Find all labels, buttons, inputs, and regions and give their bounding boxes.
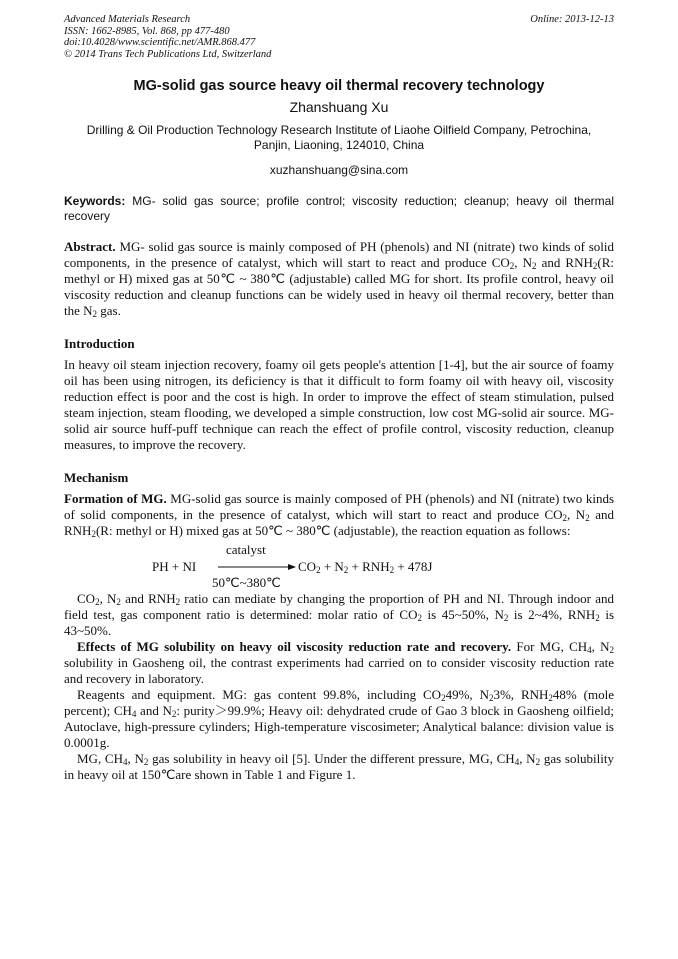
abstract <box>64 239 614 319</box>
introduction-text: In heavy oil steam injection recovery, foamy oil gets people's attention [1-4], but the air source of foamy oil has been using nitrogen, its deficiency is that it difficult to form foamy oil with heavy oil, viscosity reduction effect is poor and the cost is high. In order to improve the effect of steam stimulation, pulsed steam injection, steam flooding, we developed a simple construction, low cost MG-solid air source. MG-solid air source huff-puff technique can reach the effect of profile control, viscosity reduction, cleanup measures, to improve the recovery. <box>64 357 614 452</box>
subscript: 2 <box>116 597 121 607</box>
formation-text: (R: methyl or H) mixed gas at 50℃ ~ 380℃ (adjustable), the reaction equation as follows: <box>95 523 571 538</box>
solubility-text: , N <box>519 751 536 766</box>
effects-text: solubility in Gaosheng oil, the contrast experiments had carried on to consider viscosity reduction rate and recovery in laboratory. <box>64 655 614 686</box>
ratio-paragraph <box>64 591 614 639</box>
subscript: 2 <box>417 613 422 623</box>
paper-title: MG-solid gas source heavy oil thermal recovery technology <box>133 78 545 94</box>
subscript: 2 <box>441 693 446 703</box>
copyright-line: © 2014 Trans Tech Publications Ltd, Switzerland <box>64 48 272 60</box>
abstract-text: , N <box>514 255 532 270</box>
subscript: 2 <box>95 597 100 607</box>
reagents-text: : purity＞99.9%; Heavy oil: dehydrated crude of Gao 3 block in Gaosheng oilfield; Autoclave, high-pressure cylinders; High-temperature viscosimeter; Analytical balance: division value is 0.0001g. <box>64 703 614 750</box>
solubility-paragraph <box>64 751 614 783</box>
equation-products <box>298 559 432 575</box>
affiliation-line-1: Drilling & Oil Production Technology Research Institute of Liaohe Oilfield Company, Petrochina, <box>86 123 592 137</box>
subscript: 2 <box>535 757 541 767</box>
subscript: 2 <box>503 613 509 623</box>
equation-reactants: PH + NI <box>152 559 197 574</box>
equation-catalyst: catalyst <box>226 542 266 557</box>
subscript: 4 <box>131 709 137 719</box>
issn-line: ISSN: 1662-8985, Vol. 868, pp 477-480 <box>64 25 230 37</box>
subscript: 2 <box>548 693 553 703</box>
keywords-label: Keywords: <box>64 194 126 208</box>
ratio-text: , N <box>99 591 117 606</box>
affiliation-line-2: Panjin, Liaoning, 124010, China <box>253 138 425 152</box>
journal-header <box>64 14 614 60</box>
equation-temperature: 50℃~380℃ <box>212 575 281 590</box>
effects-text: For MG, CH <box>516 639 588 654</box>
solubility-text: gas solubility in heavy oil [5]. Under the different pressure, MG, CH <box>148 751 515 766</box>
keywords-text: MG- solid gas source; profile control; viscosity reduction; cleanup; heavy oil thermal recovery <box>64 194 614 223</box>
abstract-label: Abstract. <box>64 239 116 254</box>
journal-name: Advanced Materials Research <box>64 14 191 25</box>
effects-label: Effects of MG solubility on heavy oil viscosity reduction rate and recovery. <box>77 639 512 654</box>
subscript: 2 <box>532 261 537 271</box>
subscript: 2 <box>91 529 96 539</box>
reagents-text: 49%, N <box>445 687 489 702</box>
solubility-text: gas solubility in heavy oil at 150℃are shown in Table 1 and Figure 1. <box>64 751 615 782</box>
subscript: 4 <box>514 757 520 767</box>
reaction-equation <box>64 539 614 591</box>
paper-page <box>64 14 614 783</box>
subscript: 2 <box>316 565 321 575</box>
solubility-text: , N <box>127 751 144 766</box>
subscript: 2 <box>343 565 349 575</box>
abstract-text: gas. <box>97 303 121 318</box>
subscript: 4 <box>587 645 592 655</box>
solubility-text: MG, CH <box>77 751 123 766</box>
reagents-text: 48% (mole percent); CH <box>64 687 614 718</box>
subscript: 2 <box>509 261 515 271</box>
subscript: 2 <box>595 613 600 623</box>
subscript: 2 <box>488 693 494 703</box>
product-text: + 478J <box>394 559 433 574</box>
affiliation <box>64 123 614 153</box>
subscript: 2 <box>562 513 568 523</box>
mechanism-heading: Mechanism <box>64 470 129 485</box>
product-text: + RNH <box>348 559 390 574</box>
reagents-text: Reagents and equipment. MG: gas content 99.8%, including CO <box>77 687 442 702</box>
abstract-text: and RNH <box>536 255 593 270</box>
abstract-text: (R: methyl or H) mixed gas at 50℃ ~ 380℃ (adjustable) called MG for short. Its profile control, heavy oil viscosity reduction and cleanup functions can be widely used in heavy oil thermal recovery, better than the N <box>64 255 614 318</box>
subscript: 2 <box>175 597 181 607</box>
effects-text: , N <box>591 639 610 654</box>
online-date: Online: 2013-12-13 <box>530 14 614 25</box>
subscript: 2 <box>585 513 590 523</box>
ratio-text: is 43~50%. <box>64 607 614 638</box>
formation-paragraph <box>64 491 614 539</box>
doi-line: doi:10.4028/www.scientific.net/AMR.868.477 <box>64 37 256 48</box>
ratio-text: CO <box>77 591 96 606</box>
formation-label: Formation of MG. <box>64 491 167 506</box>
introduction-heading: Introduction <box>64 336 135 351</box>
ratio-text: is 2~4%, RNH <box>508 607 596 622</box>
formation-text: and RNH <box>64 507 614 538</box>
subscript: 2 <box>592 261 598 271</box>
subscript: 2 <box>92 309 98 319</box>
keywords <box>64 194 614 224</box>
subscript: 2 <box>609 645 615 655</box>
reaction-arrow-icon <box>218 561 296 573</box>
author-name: Zhanshuang Xu <box>289 99 389 115</box>
abstract-text: MG- solid gas source is mainly composed of PH (phenols) and NI (nitrate) two kinds of solid components, in the presence of catalyst, which will start to react and produce CO <box>64 239 615 270</box>
effects-paragraph <box>64 639 614 687</box>
reagents-paragraph <box>64 687 614 751</box>
reagents-text: 3%, RNH <box>493 687 549 702</box>
product-text: + N <box>320 559 344 574</box>
reagents-text: and N <box>136 703 172 718</box>
formation-text: , N <box>567 507 586 522</box>
subscript: 2 <box>171 709 177 719</box>
ratio-text: ratio can mediate by changing the proportion of PH and NI. Through indoor and field test, gas component ratio is determined: molar ratio of CO <box>64 591 614 622</box>
formation-text: MG-solid gas source is mainly composed of PH (phenols) and NI (nitrate) two kinds of solid components, in the presence of catalyst, which will start to react and produce CO <box>64 491 615 522</box>
ratio-text: and RNH <box>120 591 176 606</box>
subscript: 2 <box>389 565 395 575</box>
subscript: 2 <box>143 757 149 767</box>
subscript: 4 <box>123 757 128 767</box>
ratio-text: is 45~50%, N <box>421 607 504 622</box>
product-text: CO <box>298 559 317 574</box>
author-email: xuzhanshuang@sina.com <box>269 163 409 177</box>
